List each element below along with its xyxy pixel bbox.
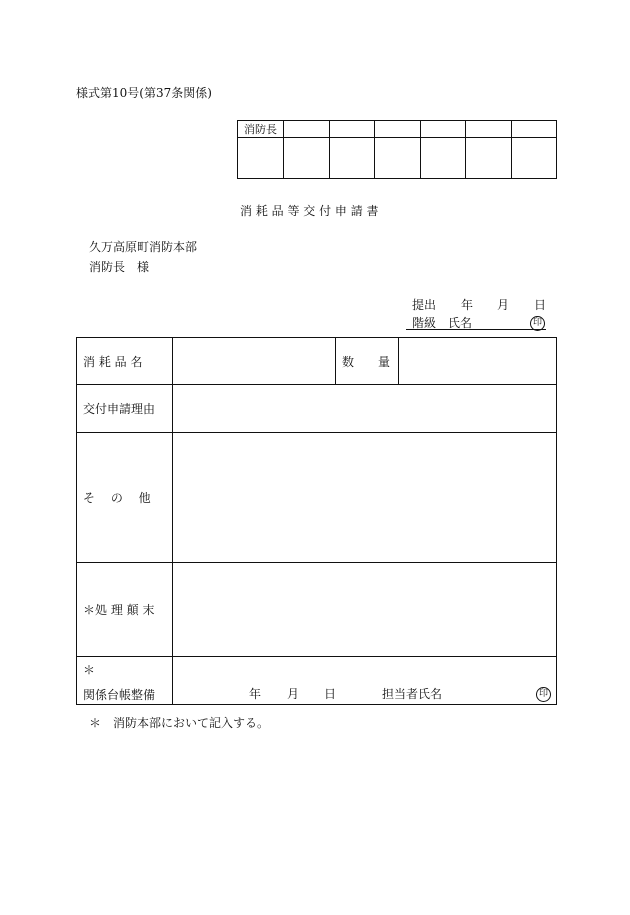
footnote: ＊ 消防本部において記入する。 [89,716,270,730]
approval-header-cell [329,121,375,138]
approval-stamp-cell[interactable] [511,138,557,179]
submit-month: 月 [497,298,510,312]
ledger-field[interactable] [173,657,557,705]
approval-header-cell [511,121,557,138]
rank-name-label: 階級 氏名 [412,316,473,330]
approval-stamp-cell[interactable] [238,138,284,179]
approval-stamp-cell[interactable] [284,138,330,179]
document-title: 消 耗 品 等 交 付 申 請 書 [240,204,379,218]
other-field[interactable] [173,433,557,563]
addressee-org: 久万高原町消防本部 [89,240,198,254]
disposition-label: ＊処 理 顛 末 [77,563,173,657]
reason-label: 交付申請理由 [77,385,173,433]
ledger-mark: ＊ [83,663,96,677]
approval-stamp-table [237,120,557,179]
disposition-field[interactable] [173,563,557,657]
ledger-label: 関係台帳整備 [83,688,156,702]
approval-header-cell [284,121,330,138]
quantity-label: 数 量 [336,338,399,385]
ledger-label-cell [77,657,173,705]
item-name-label: 消 耗 品 名 [77,338,173,385]
approval-header-chief: 消防長 [238,121,284,138]
seal-icon: 印 [536,687,551,702]
ledger-seal [536,685,551,702]
approval-header-cell [420,121,466,138]
approval-stamp-cell[interactable] [420,138,466,179]
quantity-field[interactable] [399,338,557,385]
signature-underline [406,329,546,330]
ledger-day: 日 [324,687,337,701]
submit-label: 提出 [412,298,437,312]
application-table [76,337,557,705]
approval-stamp-cell[interactable] [375,138,421,179]
ledger-year: 年 [249,687,262,701]
other-label: そ の 他 [77,433,173,563]
submit-day: 日 [534,298,547,312]
approval-header-cell [466,121,512,138]
approval-stamp-cell[interactable] [329,138,375,179]
ledger-staff-label: 担当者氏名 [382,687,443,701]
reason-field[interactable] [173,385,557,433]
approval-header-cell [375,121,421,138]
ledger-month: 月 [287,687,300,701]
approval-stamp-cell[interactable] [466,138,512,179]
form-number: 様式第10号(第37条関係) [76,86,212,100]
submit-year: 年 [461,298,474,312]
seal-icon: 印 [530,316,545,331]
addressee-chief: 消防長 様 [89,260,150,274]
item-name-field[interactable] [173,338,336,385]
